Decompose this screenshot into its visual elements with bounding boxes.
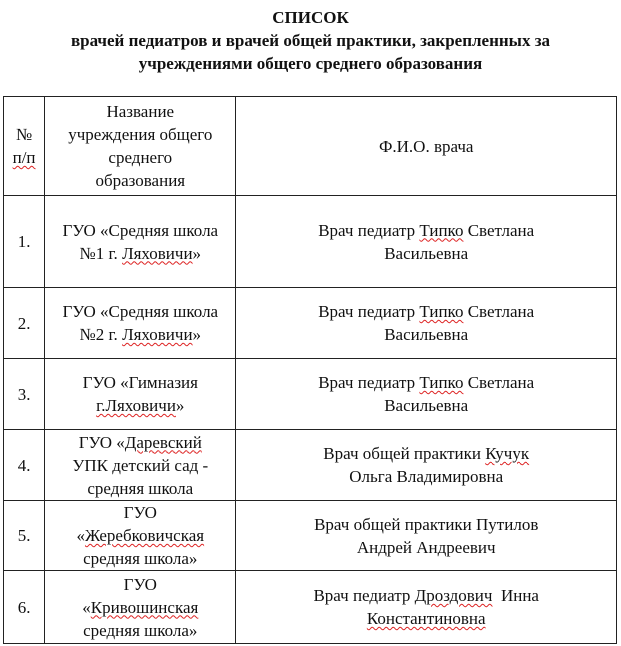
document-title: СПИСОК [272,8,349,27]
doctor-name: Врач педиатр Типко Светлана Васильевна [236,288,617,359]
school-name: ГУО «Кривошинская средняя школа» [45,571,236,644]
table-header-row [4,97,617,196]
table-row [4,288,617,359]
school-name: ГУО «Средняя школа №2 г. Ляховичи» [45,288,236,359]
doctors-table [3,96,617,644]
document-subtitle-line-1: врачей педиатров и врачей общей практики, закрепленных за [70,31,551,50]
doctor-name: Врач педиатр Типко Светлана Васильевна [236,196,617,288]
table-row [4,430,617,501]
doctor-name: Врач педиатр Дроздович Инна Константиновна [236,571,617,644]
school-name: ГУО «Даревский УПК детский сад - средняя школа [45,430,236,501]
table-row [4,501,617,571]
school-name: ГУО «Гимназия г.Ляховичи» [45,359,236,430]
school-name: ГУО «Средняя школа №1 г. Ляховичи» [45,196,236,288]
table-row [4,359,617,430]
doctor-name: Врач общей практики Кучук Ольга Владимировна [236,430,617,501]
header-school-cell: Название учреждения общего среднего образования [45,97,236,196]
row-number: 4. [4,430,45,501]
row-number: 5. [4,501,45,571]
school-name: ГУО «Жеребковичская средняя школа» [45,501,236,571]
table-row [4,196,617,288]
row-number: 2. [4,288,45,359]
header-number-cell: № п/п [4,97,45,196]
header-doctor-cell: Ф.И.О. врача [236,97,617,196]
doctor-name: Врач педиатр Типко Светлана Васильевна [236,359,617,430]
row-number: 3. [4,359,45,430]
row-number: 1. [4,196,45,288]
document-subtitle-line-2: учреждениями общего среднего образования [138,54,483,73]
row-number: 6. [4,571,45,644]
doctor-name: Врач общей практики Путилов Андрей Андреевич [236,501,617,571]
table-row [4,571,617,644]
